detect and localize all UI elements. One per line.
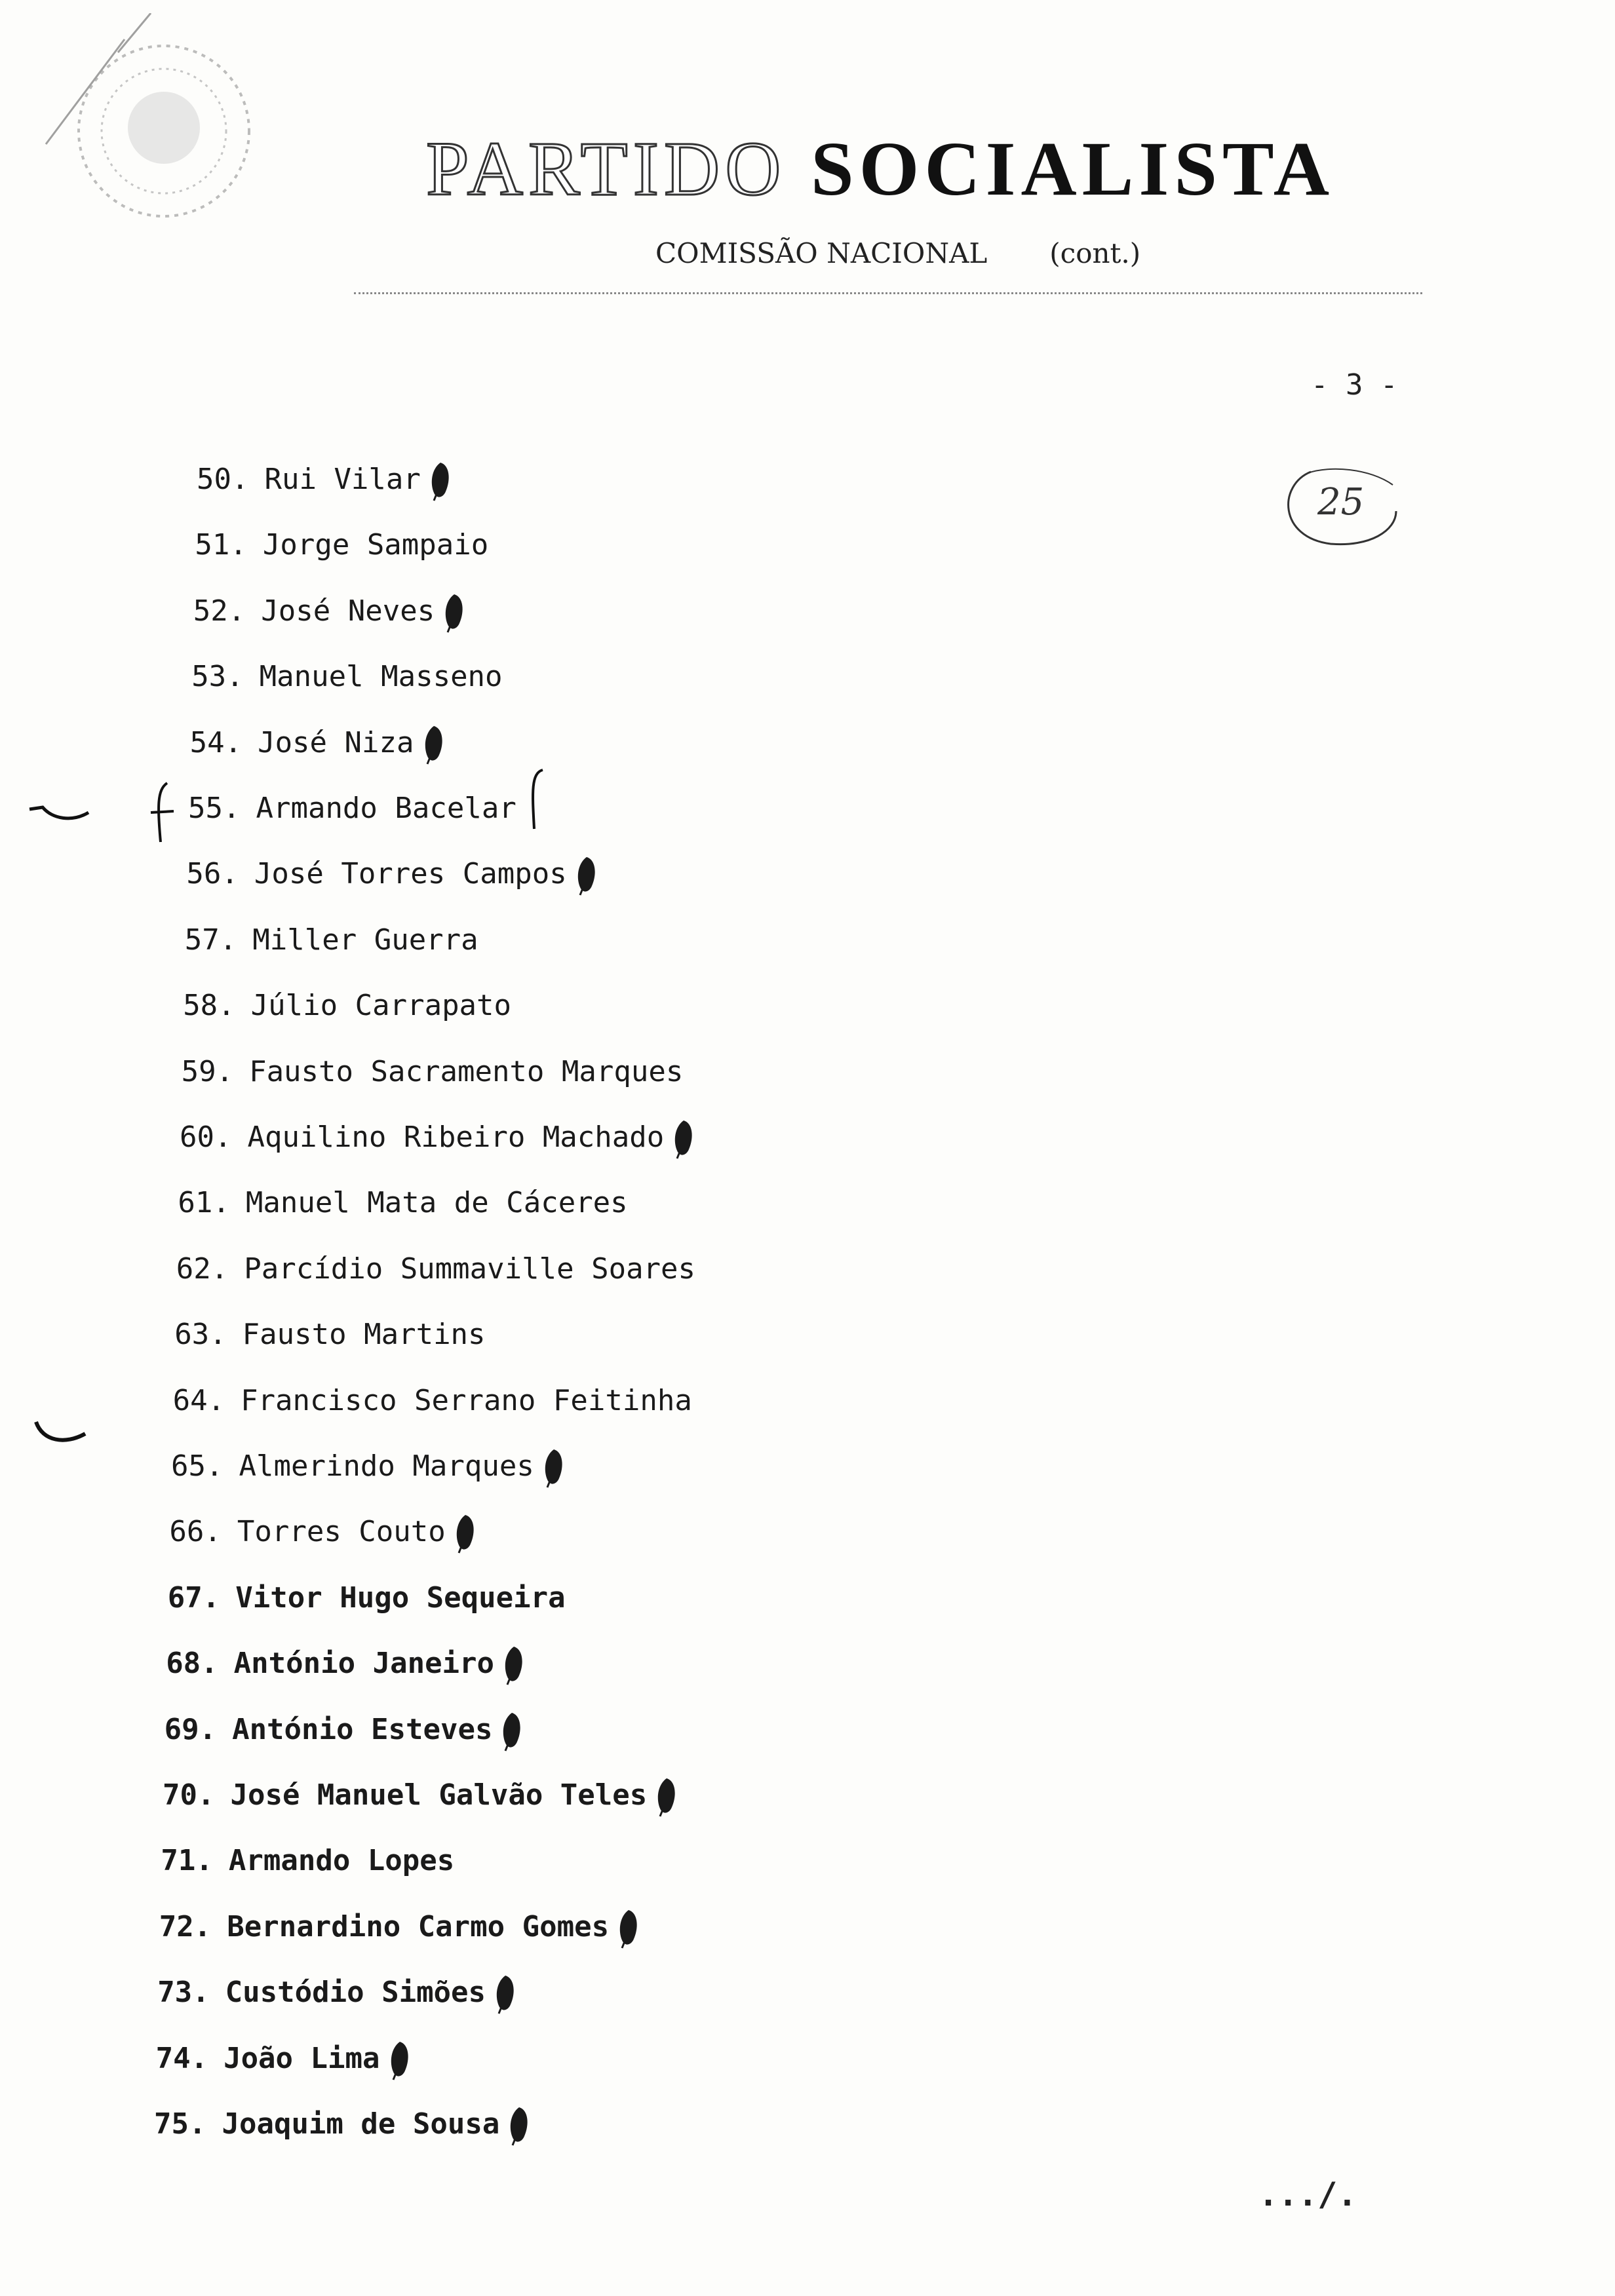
member-number: 58. [183,989,235,1023]
ink-tick-mark-icon [499,1710,525,1752]
member-number: 64. [172,1383,225,1417]
member-number: 60. [180,1120,232,1154]
member-row [190,723,447,763]
member-row [168,1578,566,1618]
member-number: 62. [176,1252,229,1286]
member-name: Armando Bacelar [256,792,516,825]
member-name: Bernardino Carmo Gomes [227,1909,610,1943]
member-name: Torres Couto [237,1515,446,1549]
member-name: Manuel Mata de Cáceres [245,1186,628,1220]
member-name: Parcídio Summaville Soares [244,1252,696,1286]
member-row [183,986,511,1025]
commission-name: COMISSÃO NACIONAL [655,237,988,269]
member-row [180,1118,697,1157]
member-number: 72. [159,1909,212,1943]
member-number: 63. [174,1318,227,1352]
member-name: Armando Lopes [228,1844,455,1878]
member-name: João Lima [224,2041,380,2075]
member-number: 51. [195,528,247,562]
ink-tick-mark-icon [541,1447,567,1489]
member-name: Francisco Serrano Feitinha [241,1383,692,1417]
folio-number-text: 25 [1317,481,1365,524]
member-number: 50. [197,463,249,496]
ink-tick-mark-icon [427,460,454,502]
continued-label: (cont.) [1049,237,1141,269]
member-name: Custódio Simões [225,1976,486,2010]
member-number: 52. [193,594,246,628]
member-name: Joaquim de Sousa [222,2107,500,2141]
member-row [166,1644,527,1683]
member-row [176,1250,695,1289]
member-number: 67. [167,1580,220,1615]
member-number: 69. [164,1712,217,1746]
member-row [195,526,488,565]
member-row [165,1710,526,1750]
ink-tick-mark-icon [421,723,447,765]
member-row [171,1447,567,1486]
member-name: José Neves [261,594,435,628]
member-row [191,657,502,697]
member-name: Jorge Sampaio [262,528,489,562]
member-number: 56. [186,857,239,891]
ink-tick-mark-icon [574,854,600,896]
member-row [169,1512,478,1552]
member-name: António Esteves [232,1712,493,1746]
ink-tick-mark-icon [615,1907,642,1949]
member-number: 54. [189,725,243,759]
member-number: 73. [157,1976,210,2010]
letterhead-word-socialista: SOCIALISTA [810,126,1335,212]
member-name: Aquilino Ribeiro Machado [247,1120,665,1154]
member-number: 70. [163,1778,215,1812]
letterhead-word-partido: PARTIDO [426,126,787,212]
member-number: 53. [191,660,244,694]
member-row [174,1315,485,1354]
member-row [156,2039,413,2078]
member-number: 66. [169,1515,222,1549]
member-row [182,1052,684,1092]
member-row [185,921,478,960]
member-name: José Torres Campos [254,857,567,891]
member-name: Rui Vilar [264,463,421,496]
ink-tick-mark-icon [501,1644,527,1686]
member-row [159,1907,642,1947]
member-row [193,592,467,631]
member-row [188,789,516,828]
member-name: Miller Guerra [252,923,478,957]
member-row [154,2105,532,2144]
ink-tick-mark-icon [492,1973,518,2015]
member-number: 74. [155,2041,208,2075]
member-row [173,1381,692,1421]
member-number: 65. [171,1449,224,1483]
member-number: 68. [166,1647,218,1681]
member-name: Vitor Hugo Sequeira [235,1580,566,1615]
member-number: 57. [184,923,237,957]
member-row [163,1776,680,1815]
member-row [178,1183,627,1223]
member-name: Fausto Martins [242,1318,486,1352]
member-name: Manuel Masseno [259,660,503,694]
member-number: 55. [188,792,241,825]
ink-tick-mark-icon [452,1512,478,1554]
member-name: José Manuel Galvão Teles [230,1778,648,1812]
member-name: Fausto Sacramento Marques [249,1054,684,1088]
ink-tick-mark-icon [506,2105,532,2147]
ink-tick-mark-icon [671,1118,697,1160]
member-name: Almerindo Marques [239,1449,534,1483]
member-number: 75. [154,2107,206,2141]
continuation-mark: .../. [1258,2175,1357,2213]
member-name: José Niza [258,725,414,759]
member-number: 71. [161,1844,213,1878]
ink-tick-mark-icon [441,592,467,634]
ink-tick-mark-icon [653,1776,680,1818]
member-row [186,854,599,894]
member-row [157,1973,518,2012]
member-name: António Janeiro [233,1647,495,1681]
page-number: - 3 - [1311,368,1398,402]
member-name: Júlio Carrapato [250,989,512,1023]
member-row [161,1841,454,1881]
member-number: 61. [178,1186,230,1220]
member-number: 59. [181,1054,234,1088]
ink-tick-mark-icon [387,2039,413,2081]
member-row [197,460,454,499]
